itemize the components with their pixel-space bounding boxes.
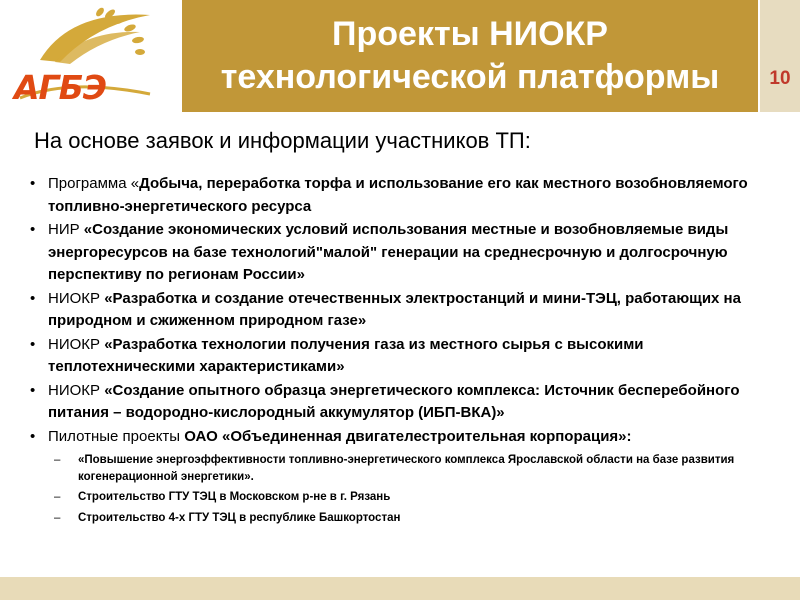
bullet-prefix: НИОКР — [48, 289, 105, 307]
bullet-text: «Создание опытного образца энергетического комплекса: Источник бесперебойного питания – водородно-кислородный аккумулятор (ИБП-ВКА)» — [48, 381, 740, 421]
list-item: • НИОКР «Разработка и создание отечественных электростанций и мини-ТЭЦ, работающих на природном и сжиженном природном газе» — [30, 289, 741, 329]
title-line-1: Проекты НИОКР — [332, 15, 608, 53]
sub-list-item: – «Повышение энергоэффективности топливно-энергетического комплекса Ярославской области на базе развития когенерационной энергетики». — [54, 454, 735, 483]
bullet-prefix: Программа « — [48, 175, 140, 192]
title-line-2: технологической платформы — [220, 58, 720, 96]
bullet-text: «Разработка технологии получения газа из местного сырья с высокими теплотехническими характеристиками» — [48, 335, 644, 375]
bullet-text: Добыча, переработка торфа и использование его как местного возобновляемого топливно-энергетического ресурса — [48, 175, 748, 215]
bullet-text: «Создание экономических условий использования местные и возобновляемые виды энергоресурсов на базе технологий"малой" генерации на среднесрочную и долгосрочную перспективу по регионам России» — [48, 221, 729, 283]
list-item: • Пилотные проекты ОАО «Объединенная двигателестроительная корпорация»: — [30, 427, 632, 445]
page-number-box — [760, 0, 800, 112]
sub-bullet-text: «Повышение энергоэффективности топливно-энергетического комплекса Ярославской области на базе развития когенерационной энергетики». — [78, 454, 735, 483]
logo-text: АГБЭ — [14, 68, 106, 107]
logo — [0, 0, 180, 112]
bullet-prefix: НИР — [48, 221, 84, 238]
bullet-text: ОАО «Объединенная двигателестроительная корпорация»: — [184, 427, 632, 445]
list-item: • Программа «Добыча, переработка торфа и использование его как местного возобновляемого топливно-энергетического ресурса — [30, 175, 748, 215]
list-item: • НИОКР «Создание опытного образца энергетического комплекса: Источник бесперебойного питания – водородно-кислородный аккумулятор (ИБП-ВКА)» — [30, 381, 740, 421]
sub-bullet-text: Строительство ГТУ ТЭЦ в Московском р-не в г. Рязань — [78, 491, 391, 503]
subtitle: На основе заявок и информации участников ТП: — [34, 128, 531, 153]
slide-title — [182, 0, 758, 112]
bullet-prefix: Пилотные проекты — [48, 427, 185, 445]
bullet-prefix: НИОКР — [48, 381, 105, 399]
bullet-text: «Разработка и создание отечественных электростанций и мини-ТЭЦ, работающих на природном и сжиженном природном газе» — [48, 289, 741, 329]
bullet-prefix: НИОКР — [48, 335, 105, 353]
title-bar — [182, 0, 758, 112]
sub-list-item: – Строительство 4-х ГТУ ТЭЦ в республике Башкортостан — [54, 511, 401, 524]
sub-list-item: – Строительство ГТУ ТЭЦ в Московском р-не в г. Рязань — [54, 491, 391, 503]
sub-bullet-text: Строительство 4-х ГТУ ТЭЦ в республике Башкортостан — [78, 511, 401, 524]
list-item: • НИР «Создание экономических условий использования местные и возобновляемые виды энергоресурсов на базе технологий"малой" генерации на среднесрочную и долгосрочную перспективу по регионам России» — [30, 221, 729, 283]
footer-bar — [0, 577, 800, 600]
page-number: 10 — [769, 68, 791, 89]
bullet-list — [28, 173, 788, 526]
list-item: • НИОКР «Разработка технологии получения газа из местного сырья с высокими теплотехническими характеристиками» — [30, 335, 644, 375]
